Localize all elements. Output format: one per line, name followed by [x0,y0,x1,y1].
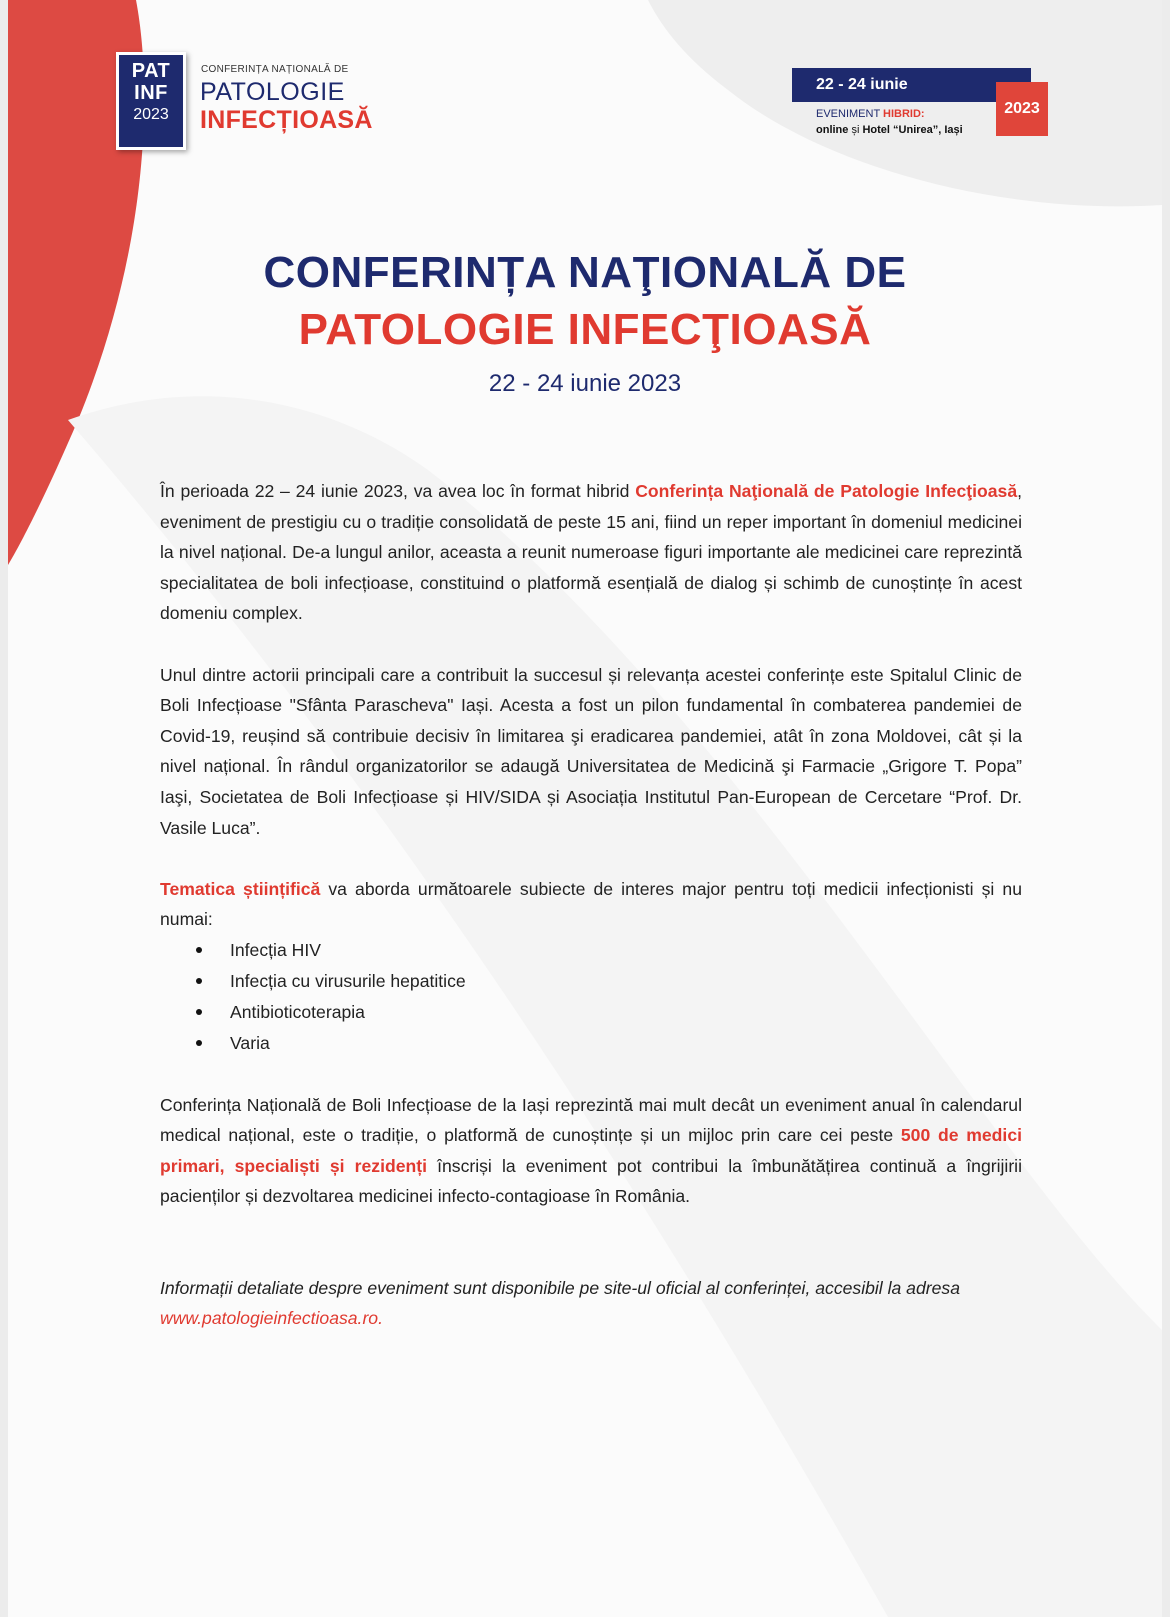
paragraph-topics-intro [160,874,1022,935]
logo-subtitle: CONFERINȚA NAȚIONALĂ DE [201,64,349,75]
topic-label: Infecția HIV [230,939,321,960]
paragraph-conclusion-text-a: Conferința Națională de Boli Infecțioase de la Iași reprezintă mai mult decât un eveniment anual în calendarul medical național, este o tradiție, o platformă de cunoștințe și un mijloc prin care cei peste [160,1094,1022,1146]
list-item [160,1028,1022,1059]
topics-list [160,935,1022,1059]
logo-name-line2: INFECȚIOASĂ [200,106,373,134]
page-title-line2: PATOLOGIE INFECŢIOASĂ [298,305,872,354]
bullet-icon [196,978,202,984]
list-item [160,935,1022,966]
conference-logo [116,52,416,152]
paragraph-intro-text-a: În perioada 22 – 24 iunie 2023, va avea loc în format hibrid [160,481,636,501]
page-title-line1: CONFERINȚA NAŢIONALĂ DE [263,248,907,297]
logo-badge [116,52,186,150]
event-format-prefix: EVENIMENT [816,108,880,120]
event-location-venue: Hotel “Unirea”, Iași [862,124,963,136]
document-page [8,0,1162,1617]
event-location-online: online [816,124,849,136]
paragraph-conclusion [160,1090,1022,1212]
topics-highlight: Tematica științifică [160,878,321,899]
event-dates: 22 - 24 iunie [792,68,1031,102]
topic-label: Infecția cu virusurile hepatitice [230,970,466,991]
bullet-icon [196,1040,202,1046]
footer-note-text: Informații detaliate despre eveniment sunt disponibile pe site-ul oficial al conferinței, accesibil la adresa [160,1277,960,1298]
topics-intro-text: va aborda următoarele subiecte de interes major pentru toți medicii infecționisti și nu numai: [160,878,1022,930]
paragraph-intro-text-b: , eveniment de prestigiu cu o tradiție consolidată de peste 15 ani, fiind un reper important în domeniul medicinei la nivel național. De-a lungul anilor, aceasta a reunit numeroase figuri importante ale medicinei care reprezintă specialitatea de boli infecțioase, constituind o platformă esențială de dialog și schimb de cunoștințe în acest domeniu complex. [160,481,1022,624]
page-date: 22 - 24 iunie 2023 [488,370,682,397]
bullet-icon [196,947,202,953]
website-link[interactable]: www.patologieinfectioasa.ro. [160,1308,383,1329]
logo-badge-year: 2023 [133,106,169,123]
conference-name-highlight: Conferința Naţională de Patologie Infecţioasă [635,481,1018,501]
footer-note [160,1273,1022,1334]
logo-badge-line1: PAT [131,60,171,82]
logo-name-line1: PATOLOGIE [200,78,345,106]
paragraph-conclusion-text-b: înscriși la eveniment pot contribui la îmbunătățirea continuă a îngrijirii pacienților și dezvoltarea medicinei infecto-contagioase în România. [160,1155,1022,1207]
event-format [816,108,925,120]
list-item [160,997,1022,1028]
participants-highlight: 500 de medici primari, specialiști și rezidenți [160,1125,1022,1176]
bullet-icon [196,1009,202,1015]
event-year: 2023 [996,82,1048,136]
paragraph-organizers: Unul dintre actorii principali care a contribuit la succesul și relevanța acestei conferințe este Spitalul Clinic de Boli Infecțioase "Sfânta Parascheva" Iași. Acesta a fost un pilon fundamental în combaterea pandemiei de Covid-19, reușind să contribuie decisiv în limitarea şi eradicarea pandemiei, atât în zona Moldovei, cât și la nivel național. În rândul organizatorilor se adaugă Universitatea de Medicină şi Farmacie „Grigore T. Popa” Iaşi, Societatea de Boli Infecțioase și HIV/SIDA și Asociația Institutul Pan-European de Cercetare “Prof. Dr. Vasile Luca”. [160,664,1022,838]
event-badge [792,68,1062,148]
document-body [160,476,1022,1334]
event-location [816,124,963,136]
event-format-highlight: HIBRID: [883,108,925,120]
topic-label: Varia [230,1032,270,1053]
logo-badge-line2: INF [134,82,168,104]
topic-label: Antibioticoterapia [230,1001,365,1022]
event-location-and: și [851,124,860,136]
paragraph-intro [160,476,1022,629]
list-item [160,966,1022,997]
